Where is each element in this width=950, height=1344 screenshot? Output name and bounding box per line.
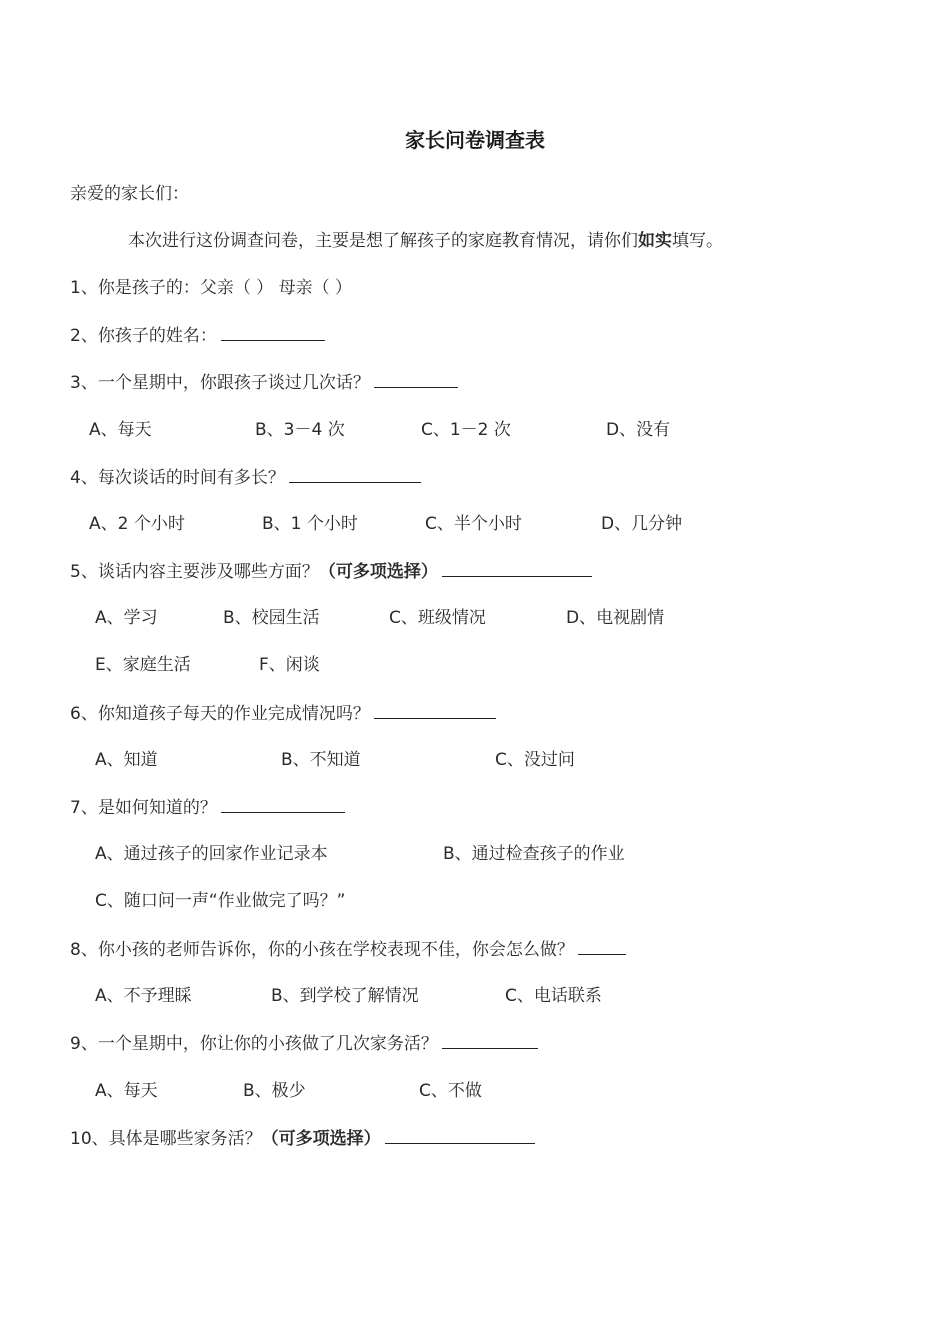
q5-option-c[interactable]: C、班级情况 (389, 608, 486, 628)
intro-paragraph (128, 229, 723, 253)
q4-option-d[interactable]: D、几分钟 (601, 514, 683, 534)
intro-text-end: 填写。 (672, 231, 723, 251)
q3-option-b[interactable]: B、3－4 次 (255, 420, 345, 440)
question-8 (70, 937, 626, 962)
q7-option-c[interactable]: C、随口问一声“作业做完了吗？” (95, 891, 346, 911)
question-9-text: 9、一个星期中，你让你的小孩做了几次家务活？ (70, 1034, 438, 1054)
q7-option-b[interactable]: B、通过检查孩子的作业 (443, 844, 625, 864)
answer-blank-8[interactable] (578, 937, 626, 955)
question-7 (70, 795, 345, 820)
q4-option-a[interactable]: A、2 个小时 (89, 514, 185, 534)
answer-blank-2[interactable] (221, 323, 325, 341)
answer-blank-9[interactable] (442, 1031, 538, 1049)
question-5 (70, 559, 592, 584)
question-10-note: （可多项选择） (261, 1129, 381, 1149)
answer-blank-3[interactable] (374, 370, 458, 388)
question-3 (70, 370, 458, 395)
question-6-text: 6、你知道孩子每天的作业完成情况吗？ (70, 704, 370, 724)
q3-option-a[interactable]: A、每天 (89, 420, 152, 440)
question-10 (70, 1126, 535, 1151)
answer-blank-4[interactable] (289, 465, 421, 483)
q6-option-c[interactable]: C、没过问 (495, 750, 575, 770)
q9-option-b[interactable]: B、极少 (243, 1081, 306, 1101)
answer-blank-6[interactable] (374, 701, 496, 719)
question-3-text: 3、一个星期中，你跟孩子谈过几次话？ (70, 373, 370, 393)
question-9 (70, 1031, 538, 1056)
q5-option-b[interactable]: B、校园生活 (223, 608, 320, 628)
answer-blank-5[interactable] (442, 559, 592, 577)
question-5-note: （可多项选择） (318, 562, 438, 582)
q8-option-c[interactable]: C、电话联系 (505, 986, 602, 1006)
q4-option-b[interactable]: B、1 个小时 (262, 514, 358, 534)
question-5-text: 5、谈话内容主要涉及哪些方面？ (70, 562, 319, 582)
question-7-text: 7、是如何知道的？ (70, 798, 217, 818)
question-2-text: 2、你孩子的姓名： (70, 326, 217, 346)
q6-option-a[interactable]: A、知道 (95, 750, 158, 770)
q7-option-a[interactable]: A、通过孩子的回家作业记录本 (95, 844, 328, 864)
question-4-text: 4、每次谈话的时间有多长？ (70, 468, 285, 488)
answer-blank-7[interactable] (221, 795, 345, 813)
question-2 (70, 323, 325, 348)
answer-blank-10[interactable] (385, 1126, 535, 1144)
question-4 (70, 465, 421, 490)
greeting: 亲爱的家长们： (70, 184, 189, 204)
q5-option-d[interactable]: D、电视剧情 (566, 608, 665, 628)
q8-option-a[interactable]: A、不予理睬 (95, 986, 192, 1006)
question-10-text: 10、具体是哪些家务活？ (70, 1129, 262, 1149)
question-6 (70, 701, 496, 726)
q9-option-c[interactable]: C、不做 (419, 1081, 482, 1101)
page-title: 家长问卷调查表 (405, 128, 545, 152)
q3-option-c[interactable]: C、1－2 次 (421, 420, 511, 440)
q3-option-d[interactable]: D、没有 (606, 420, 671, 440)
q5-option-f[interactable]: F、闲谈 (259, 655, 320, 675)
intro-text: 本次进行这份调查问卷，主要是想了解孩子的家庭教育情况，请你们 (128, 231, 638, 251)
q9-option-a[interactable]: A、每天 (95, 1081, 158, 1101)
q6-option-b[interactable]: B、不知道 (281, 750, 361, 770)
question-1: 1、你是孩子的：父亲（ ） 母亲（ ） (70, 278, 353, 298)
q5-option-a[interactable]: A、学习 (95, 608, 158, 628)
q8-option-b[interactable]: B、到学校了解情况 (271, 986, 419, 1006)
q4-option-c[interactable]: C、半个小时 (425, 514, 522, 534)
question-8-text: 8、你小孩的老师告诉你，你的小孩在学校表现不佳，你会怎么做？ (70, 940, 574, 960)
intro-emphasis: 如实 (638, 231, 672, 251)
q5-option-e[interactable]: E、家庭生活 (95, 655, 191, 675)
